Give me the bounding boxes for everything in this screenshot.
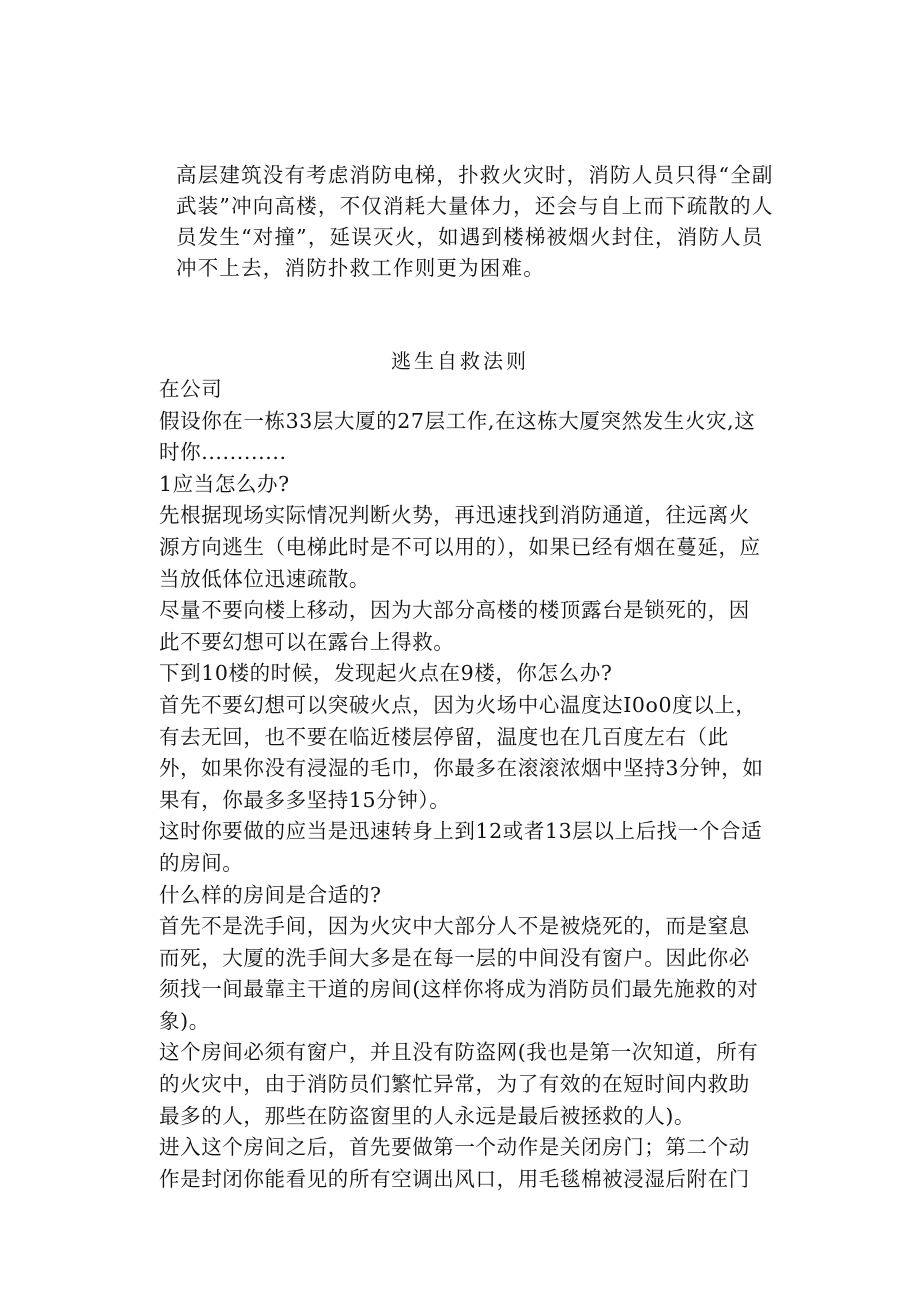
paragraph-window-requirement: 这个房间必须有窗户，并且没有防盗网(我也是第一次知道，所有的火灾中，由于消防员们繁忙异常，为了有效的在短时间内救助最多的人，那些在防盗窗里的人永远是最后被拯救的人)。 <box>159 1040 759 1128</box>
intro-paragraph: 高层建筑没有考虑消防电梯，扑救火灾时，消防人员只得“全副武装”冲向高楼，不仅消耗大量体力，还会与自上而下疏散的人员发生“对撞”，延误灭火，如遇到楼梯被烟火封住，消防人员冲不上去，消防扑救工作则更为困难。 <box>176 163 774 280</box>
section-body <box>159 374 769 1195</box>
paragraph-location: 在公司 <box>159 377 223 401</box>
paragraph-answer-3: 首先不是洗手间，因为火灾中大部分人不是被烧死的，而是窒息而死，大厦的洗手间大多是在每一层的中间没有窗户。因此你必须找一间最靠主干道的房间(这样你将成为消防员们最先施救的对象)。 <box>159 914 759 1033</box>
intro-paragraph-block <box>176 160 776 284</box>
paragraph-question-2: 下到10楼的时候，发现起火点在9楼，你怎么办? <box>159 661 613 686</box>
paragraph-question-1: 1应当怎么办? <box>159 471 290 496</box>
paragraph-first-actions: 进入这个房间之后，首先要做第一个动作是关闭房门；第二个动作是封闭你能看见的所有空调出风口，用毛毯棉被浸湿后附在门 <box>159 1135 750 1191</box>
paragraph-answer-1: 先根据现场实际情况判断火势，再迅速找到消防通道，往远离火源方向逃生（电梯此时是不可以用的），如果已经有烟在蔓延，应当放低体位迅速疏散。 <box>159 503 761 591</box>
section-title: 逃生自救法则 <box>391 349 529 373</box>
paragraph-scenario: 假设你在一栋33层大厦的27层工作,在这栋大厦突然发生火灾,这时你............ <box>159 408 756 465</box>
paragraph-avoid-upstairs: 尽量不要向楼上移动，因为大部分高楼的楼顶露台是锁死的，因此不要幻想可以在露台上得救。 <box>159 598 750 654</box>
paragraph-answer-2: 首先不要幻想可以突破火点，因为火场中心温度达I0o0度以上，有去无回，也不要在临近楼层停留，温度也在几百度左右（此外，如果你没有浸湿的毛巾，你最多在滚滚浓烟中坚持3分钟，如果有，你最多多坚持15分钟）。 <box>159 692 764 812</box>
paragraph-question-3: 什么样的房间是合适的? <box>159 882 382 907</box>
paragraph-find-room: 这时你要做的应当是迅速转身上到12或者13层以上后找一个合适的房间。 <box>159 819 763 875</box>
